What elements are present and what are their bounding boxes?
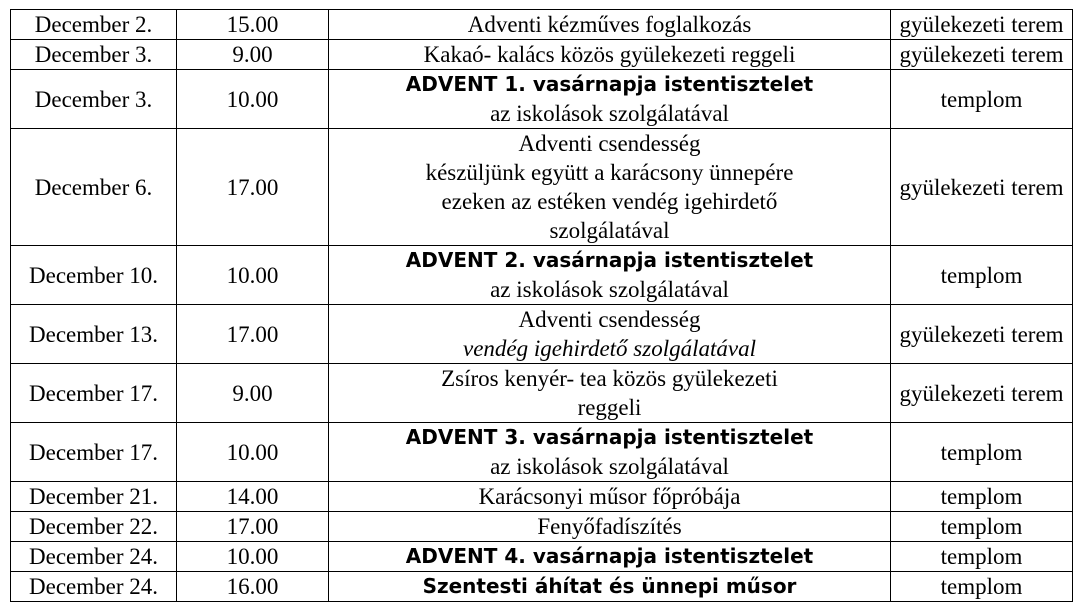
event-place: gyülekezeti terem: [891, 129, 1073, 246]
event-title-line: ADVENT 1. vasárnapja istentisztelet: [405, 72, 814, 96]
event-place: gyülekezeti terem: [891, 40, 1073, 70]
event-description: [329, 10, 891, 40]
event-time: 16.00: [177, 572, 329, 602]
event-place: templom: [891, 70, 1073, 129]
event-description: [329, 482, 891, 512]
event-text-line: szolgálatával: [549, 218, 670, 243]
schedule-row: [11, 423, 1073, 482]
schedule-row: [11, 40, 1073, 70]
event-place: templom: [891, 246, 1073, 305]
event-description: [329, 70, 891, 129]
event-date: December 2.: [11, 10, 177, 40]
event-title-line: ADVENT 3. vasárnapja istentisztelet: [405, 425, 814, 449]
schedule-row: [11, 70, 1073, 129]
event-date: December 6.: [11, 129, 177, 246]
event-text-line: Kakaó- kalács közös gyülekezeti reggeli: [423, 42, 796, 67]
schedule-row: [11, 129, 1073, 246]
event-time: 17.00: [177, 305, 329, 364]
event-text-line: Karácsonyi műsor főpróbája: [478, 484, 741, 509]
event-place: gyülekezeti terem: [891, 364, 1073, 423]
event-description: [329, 129, 891, 246]
event-title-line: ADVENT 2. vasárnapja istentisztelet: [405, 248, 814, 272]
event-text-line: az iskolások szolgálatával: [490, 454, 729, 479]
event-text-line: reggeli: [577, 395, 642, 420]
event-title-line: ADVENT 4. vasárnapja istentisztelet: [405, 544, 814, 568]
event-text-line: az iskolások szolgálatával: [490, 101, 729, 126]
event-time: 17.00: [177, 129, 329, 246]
event-time: 10.00: [177, 70, 329, 129]
schedule-row: [11, 10, 1073, 40]
event-date: December 22.: [11, 512, 177, 542]
event-time: 10.00: [177, 542, 329, 572]
event-text-line: készüljünk együtt a karácsony ünnepére: [425, 160, 794, 185]
event-time: 9.00: [177, 364, 329, 423]
event-description: [329, 572, 891, 602]
event-time: 10.00: [177, 423, 329, 482]
event-text-line: az iskolások szolgálatával: [490, 277, 729, 302]
event-description: [329, 542, 891, 572]
event-date: December 13.: [11, 305, 177, 364]
event-description: [329, 40, 891, 70]
event-place: templom: [891, 423, 1073, 482]
event-text-line: Adventi csendesség: [518, 307, 701, 332]
event-time: 10.00: [177, 246, 329, 305]
event-text-line: Adventi csendesség: [518, 131, 701, 156]
event-time: 14.00: [177, 482, 329, 512]
schedule-row: [11, 512, 1073, 542]
schedule-row: [11, 364, 1073, 423]
event-date: December 21.: [11, 482, 177, 512]
event-description: [329, 512, 891, 542]
event-time: 17.00: [177, 512, 329, 542]
schedule-row: [11, 482, 1073, 512]
event-title-line: Szentesti áhítat és ünnepi műsor: [422, 574, 797, 598]
event-place: templom: [891, 572, 1073, 602]
event-date: December 17.: [11, 423, 177, 482]
event-text-line: Zsíros kenyér- tea közös gyülekezeti: [441, 366, 778, 391]
event-place: templom: [891, 482, 1073, 512]
event-date: December 10.: [11, 246, 177, 305]
event-place: gyülekezeti terem: [891, 10, 1073, 40]
schedule-row: [11, 542, 1073, 572]
event-date: December 24.: [11, 572, 177, 602]
schedule-row: [11, 572, 1073, 602]
event-text-line: Fenyőfadíszítés: [537, 514, 682, 539]
event-time: 9.00: [177, 40, 329, 70]
event-date: December 3.: [11, 40, 177, 70]
schedule-row: [11, 305, 1073, 364]
event-place: gyülekezeti terem: [891, 305, 1073, 364]
event-place: templom: [891, 542, 1073, 572]
event-description: [329, 364, 891, 423]
event-text-line: vendég igehirdető szolgálatával: [463, 336, 756, 361]
schedule-row: [11, 246, 1073, 305]
event-date: December 24.: [11, 542, 177, 572]
schedule-body: [11, 10, 1073, 602]
event-text-line: Adventi kézműves foglalkozás: [467, 12, 752, 37]
event-date: December 3.: [11, 70, 177, 129]
event-description: [329, 246, 891, 305]
event-description: [329, 305, 891, 364]
event-date: December 17.: [11, 364, 177, 423]
event-time: 15.00: [177, 10, 329, 40]
advent-schedule-table: [10, 9, 1073, 602]
event-text-line: ezeken az estéken vendég igehirdető: [441, 189, 778, 214]
event-description: [329, 423, 891, 482]
event-place: templom: [891, 512, 1073, 542]
